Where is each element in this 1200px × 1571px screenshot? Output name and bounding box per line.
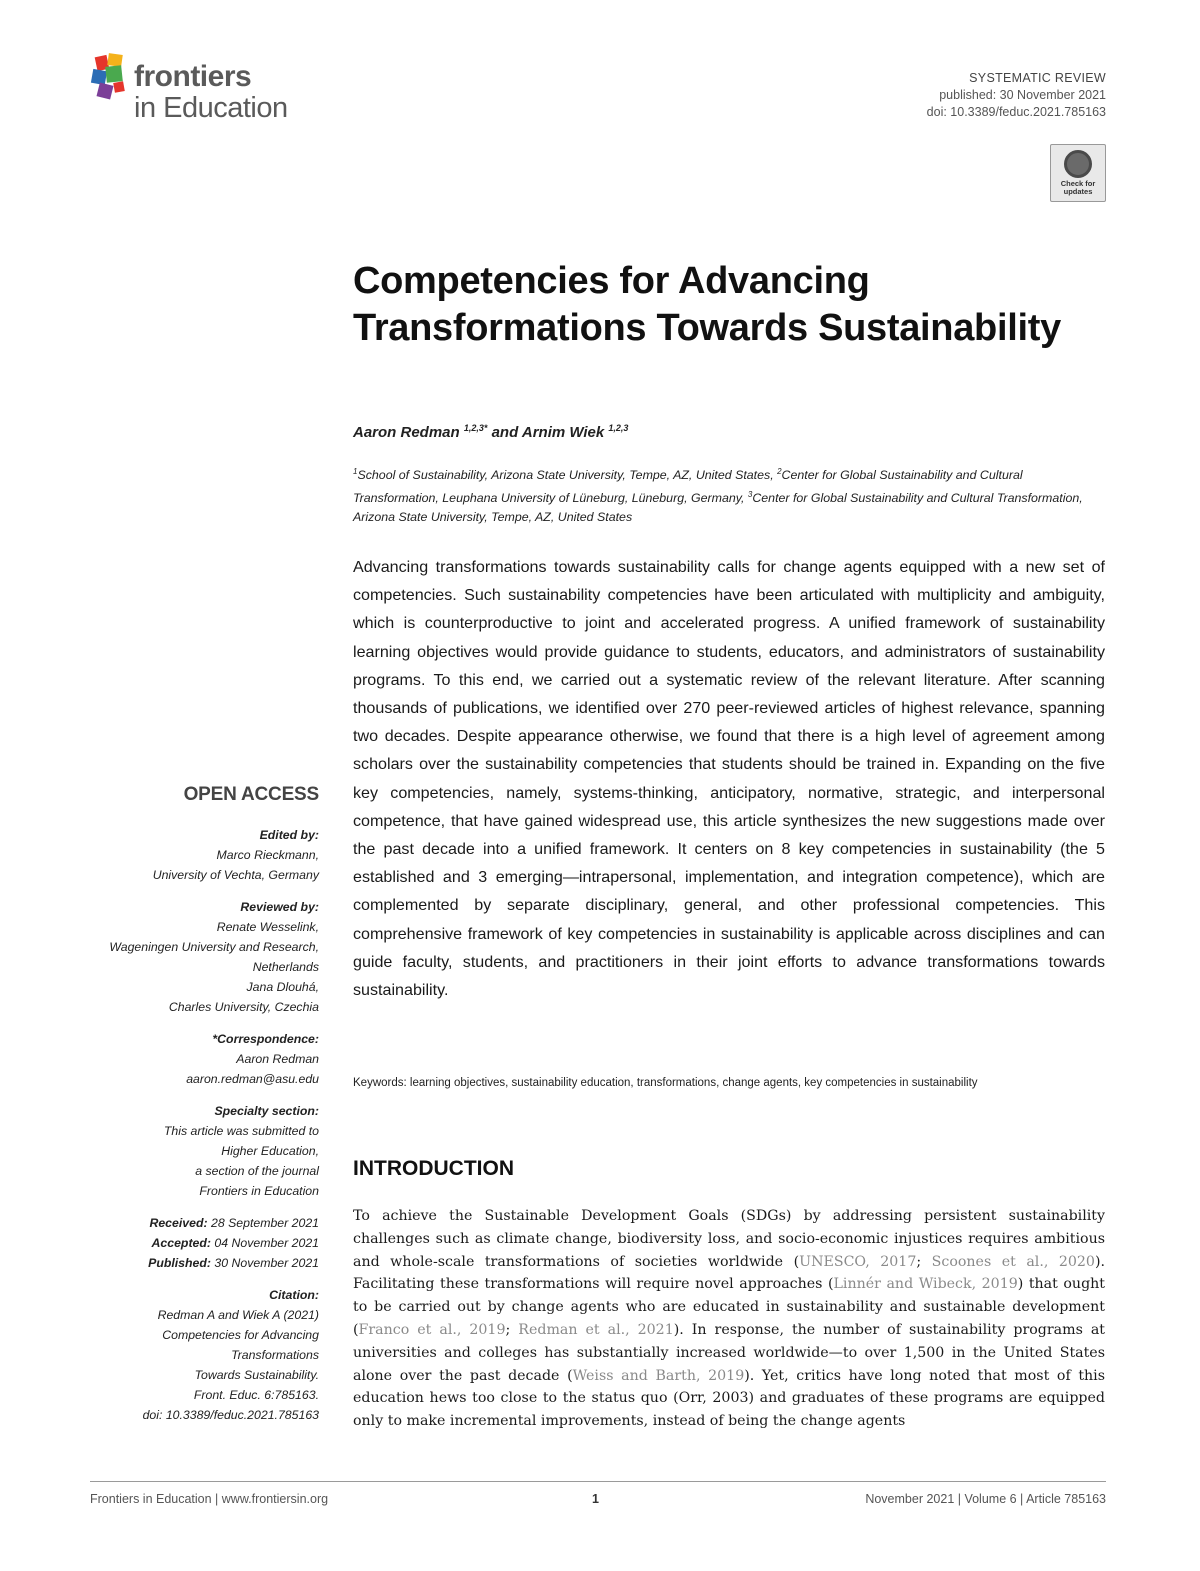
author-affil-sup: 1,2,3 xyxy=(608,423,629,433)
article-title: Competencies for Advancing Transformations Towards Sustainability xyxy=(353,260,1061,349)
journal-logo xyxy=(90,50,320,130)
reviewer-line: Jana Dlouhá, xyxy=(246,980,319,994)
published-date-side xyxy=(59,1253,319,1273)
edited-by-label: Edited by: xyxy=(259,828,319,842)
open-access-label: OPEN ACCESS xyxy=(183,784,319,805)
text-segment: ; xyxy=(916,1253,932,1270)
affiliations xyxy=(353,462,1105,527)
editor-name: Marco Rieckmann, xyxy=(216,848,319,862)
accepted-date xyxy=(59,1233,319,1253)
correspondence-block xyxy=(59,1029,319,1089)
citation-line: Redman A and Wiek A (2021) xyxy=(157,1308,319,1322)
correspondence-email[interactable]: aaron.redman@asu.edu xyxy=(186,1072,319,1086)
received-value: 28 September 2021 xyxy=(207,1216,319,1230)
frontiers-logo-icon xyxy=(90,52,134,102)
corresponding-star: * xyxy=(483,423,488,433)
crossmark-label: Check for updates xyxy=(1060,179,1096,196)
specialty-line: Frontiers in Education xyxy=(199,1184,319,1198)
citation-block xyxy=(59,1285,319,1425)
affil-text: School of Sustainability, Arizona State University, Tempe, AZ, United States, xyxy=(357,468,778,483)
keywords xyxy=(353,1073,1105,1093)
accepted-label: Accepted: xyxy=(151,1236,211,1250)
introduction-paragraph xyxy=(353,1205,1105,1433)
text-segment: ). Yet, critics have long noted that most of this education hews too close to the status quo (Orr, 2003) and graduates of these programs are equipped only to make incremental improvements, instead of being the change agents xyxy=(353,1367,1105,1430)
dates-block xyxy=(59,1213,319,1273)
specialty-line: a section of the journal xyxy=(195,1164,319,1178)
citation-line: Front. Educ. 6:785163. xyxy=(193,1388,319,1402)
specialty-line: Higher Education, xyxy=(221,1144,319,1158)
citation-link[interactable]: UNESCO, 2017 xyxy=(799,1253,917,1270)
article-type: SYSTEMATIC REVIEW xyxy=(969,71,1106,85)
received-date xyxy=(59,1213,319,1233)
published-date: published: 30 November 2021 xyxy=(939,88,1106,102)
citation-line: Transformations xyxy=(231,1348,319,1362)
affil-text: Center for Global Sustainability and Cultural Transformation, Leuphana University of Lüneburg, Lüneburg, Germany, xyxy=(353,468,1023,506)
author-list xyxy=(353,423,628,441)
logo-wordmark: frontiers xyxy=(134,60,252,93)
citation-link[interactable]: Franco et al., 2019 xyxy=(358,1321,506,1338)
correspondence-label: *Correspondence: xyxy=(212,1032,319,1046)
editor-affil: University of Vechta, Germany xyxy=(152,868,319,882)
text-segment: ) that ought to be carried out by change agents who are educated in sustainability and sustainable development ( xyxy=(353,1276,1105,1338)
citation-link[interactable]: Linnér and Wibeck, 2019 xyxy=(833,1276,1018,1293)
citation-doi[interactable]: doi: 10.3389/feduc.2021.785163 xyxy=(142,1408,319,1422)
reviewer-line: Charles University, Czechia xyxy=(168,1000,319,1014)
text-segment: To achieve the Sustainable Development Goals (SDGs) by addressing persistent sustainability challenges such as climate change, biodiversity loss, and socio-economic injustices requires ambitious and whole-scale transformations of societies worldwide ( xyxy=(353,1208,1105,1270)
author-affil-sup: 1,2,3 xyxy=(463,423,484,433)
logo-journal-name: in Education xyxy=(134,92,288,124)
citation-line: Towards Sustainability. xyxy=(194,1368,319,1382)
specialty-label: Specialty section: xyxy=(214,1104,319,1118)
crossmark-icon xyxy=(1064,150,1092,178)
article-meta xyxy=(927,70,1106,121)
footer-journal[interactable]: Frontiers in Education | www.frontiersin.org xyxy=(90,1492,329,1506)
author-name[interactable]: Arnim Wiek xyxy=(521,424,605,441)
specialty-block xyxy=(59,1101,319,1201)
text-segment: ). Facilitating these transformations will require novel approaches ( xyxy=(353,1253,1106,1293)
citation-link[interactable]: Scoones et al., 2020 xyxy=(931,1253,1095,1270)
citation-label: Citation: xyxy=(269,1288,319,1302)
keywords-text: learning objectives, sustainability education, transformations, change agents, key competencies in sustainability xyxy=(406,1077,978,1089)
reviewer-line: Netherlands xyxy=(252,960,319,974)
published-label: Published: xyxy=(148,1256,211,1270)
article-doi[interactable]: doi: 10.3389/feduc.2021.785163 xyxy=(926,105,1106,119)
keywords-label: Keywords: xyxy=(353,1077,407,1089)
edited-by-block xyxy=(59,825,319,885)
citation-link[interactable]: Weiss and Barth, 2019 xyxy=(572,1367,745,1384)
check-for-updates-badge[interactable] xyxy=(1050,144,1106,202)
specialty-line: This article was submitted to xyxy=(163,1124,319,1138)
text-segment: ). In response, the number of sustainability programs at universities and colleges has substantially increased worldwide—to over 1,500 in the United States alone over the past decade ( xyxy=(353,1321,1106,1384)
author-connector: and xyxy=(491,424,522,441)
footer-issue-info: November 2021 | Volume 6 | Article 785163 xyxy=(865,1492,1106,1506)
reviewed-by-block xyxy=(59,897,319,1017)
affil-sup: 2 xyxy=(777,467,782,476)
affil-sup: 3 xyxy=(747,490,753,500)
affil-text: Center for Global Sustainability and Cultural Transformation, Arizona State University, Tempe, AZ, United States xyxy=(353,491,1083,525)
abstract: Advancing transformations towards sustainability calls for change agents equipped with a new set of competencies. Such sustainability competencies have been articulated with multiplicity and ambiguity, which is counterproductive to joint and accelerated progress. A unified framework of sustainability learning objectives would provide guidance to students, educators, and administrators of sustainability programs. To this end, we carried out a systematic review of the relevant literature. After scanning thousands of publications, we identified over 270 peer-reviewed articles of highest relevance, spanning two decades. Despite appearance otherwise, we found that there is a high level of agreement among scholars over the sustainability competencies that students should be trained in. Expanding on the five key competencies, namely, systems-thinking, anticipatory, normative, strategic, and interpersonal competence, that have gained widespread use, this article synthesizes the new suggestions made over the past decade into a unified framework. It centers on 8 key competencies in sustainability (the 5 established and 3 emerging—intrapersonal, implementation, and integration competence), which are complemented by separate disciplinary, general, and other professional competencies. This comprehensive framework of key competencies in sustainability is applicable across disciplines and can guide faculty, students, and practitioners in their joint efforts to advance transformations towards sustainability. xyxy=(353,558,1105,1000)
affil-sup: 1 xyxy=(353,467,358,476)
received-label: Received: xyxy=(149,1216,208,1230)
reviewed-by-label: Reviewed by: xyxy=(240,900,319,914)
citation-link[interactable]: Redman et al., 2021 xyxy=(518,1321,674,1338)
footer-divider xyxy=(90,1481,1106,1482)
article-sidebar xyxy=(59,783,319,1437)
reviewer-line: Wageningen University and Research, xyxy=(109,940,319,954)
page-number: 1 xyxy=(592,1492,599,1506)
section-heading: INTRODUCTION xyxy=(353,1157,514,1180)
citation-line: Competencies for Advancing xyxy=(162,1328,319,1342)
text-segment: ; xyxy=(505,1321,519,1338)
published-value: 30 November 2021 xyxy=(210,1256,319,1270)
correspondence-name: Aaron Redman xyxy=(236,1052,319,1066)
author-name[interactable]: Aaron Redman xyxy=(353,424,460,441)
reviewer-line: Renate Wesselink, xyxy=(216,920,319,934)
accepted-value: 04 November 2021 xyxy=(210,1236,319,1250)
